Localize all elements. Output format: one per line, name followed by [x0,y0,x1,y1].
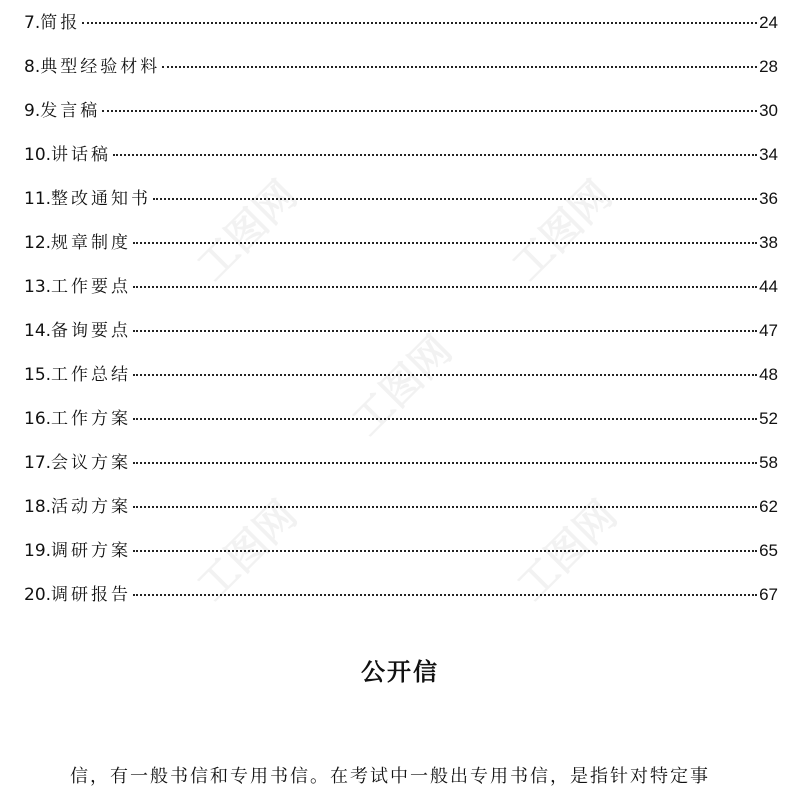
toc-entry[interactable] [24,582,778,626]
toc-entry-number: 20. [24,585,52,605]
toc-entry-title: 发言稿 [40,101,101,121]
watermark: 工图网 [188,172,307,290]
toc-entry-page: 48 [759,365,778,384]
toc-entry[interactable] [24,230,778,274]
toc-dot-leader [82,22,757,24]
toc-dot-leader [133,594,757,596]
toc-dot-leader [133,462,757,464]
toc-entry-page: 24 [759,13,778,32]
toc-dot-leader [133,330,757,332]
toc-entry[interactable] [24,362,778,406]
toc-entry-page: 67 [759,585,778,604]
watermark: 工图网 [503,172,622,290]
toc-entry-number: 10. [24,145,52,165]
toc-entry[interactable] [24,274,778,318]
watermark: 工图网 [508,492,627,610]
toc-entry-number: 19. [24,541,52,561]
toc-entry-page: 28 [759,57,778,76]
toc-entry[interactable] [24,98,778,142]
toc-entry-title: 活动方案 [51,497,132,517]
toc-dot-leader [133,550,757,552]
toc-entry[interactable] [24,318,778,362]
toc-entry-number: 9. [24,101,41,121]
toc-entry-title: 会议方案 [51,453,132,473]
toc-entry-title: 简报 [40,13,81,33]
toc-entry-title: 规章制度 [51,233,132,253]
toc-entry-title: 调研方案 [51,541,132,561]
toc-entry-page: 30 [759,101,778,120]
toc-entry-number: 13. [24,277,52,297]
toc-entry-title: 典型经验材料 [40,57,161,77]
toc-entry-number: 18. [24,497,52,517]
toc-dot-leader [102,110,757,112]
toc-entry-number: 11. [24,189,52,209]
toc-entry-page: 34 [759,145,778,164]
toc-entry[interactable] [24,54,778,98]
toc-entry-page: 58 [759,453,778,472]
toc-entry-title: 讲话稿 [51,145,112,165]
toc-entry-number: 17. [24,453,52,473]
toc-entry-page: 47 [759,321,778,340]
toc-entry-page: 62 [759,497,778,516]
toc-entry[interactable] [24,142,778,186]
toc-entry[interactable] [24,406,778,450]
toc-entry-number: 14. [24,321,52,341]
toc-dot-leader [133,506,757,508]
toc-entry-number: 8. [24,57,41,77]
toc-entry[interactable] [24,450,778,494]
toc-entry-title: 备询要点 [51,321,132,341]
toc-dot-leader [162,66,757,68]
toc-entry[interactable] [24,10,778,54]
section-heading: 公开信 [361,658,439,686]
watermark: 工图网 [188,492,307,610]
toc-entry-page: 38 [759,233,778,252]
toc-dot-leader [133,374,757,376]
table-of-contents [24,10,778,626]
toc-entry-page: 65 [759,541,778,560]
toc-entry-title: 工作要点 [51,277,132,297]
watermark: 工图网 [343,327,462,445]
toc-dot-leader [133,286,757,288]
toc-entry-title: 整改通知书 [51,189,152,209]
toc-entry[interactable] [24,538,778,582]
toc-dot-leader [113,154,757,156]
toc-entry[interactable] [24,186,778,230]
toc-entry-number: 12. [24,233,52,253]
toc-entry-number: 7. [24,13,41,33]
toc-entry[interactable] [24,494,778,538]
body-paragraph: 信，有一般书信和专用书信。在考试中一般出专用书信，是指针对特定事 [70,766,710,787]
toc-entry-title: 工作方案 [51,409,132,429]
toc-entry-title: 调研报告 [51,585,132,605]
toc-entry-page: 52 [759,409,778,428]
toc-entry-page: 36 [759,189,778,208]
toc-dot-leader [133,242,757,244]
toc-entry-number: 16. [24,409,52,429]
toc-entry-title: 工作总结 [51,365,132,385]
toc-dot-leader [133,418,757,420]
toc-dot-leader [153,198,757,200]
toc-entry-number: 15. [24,365,52,385]
toc-entry-page: 44 [759,277,778,296]
